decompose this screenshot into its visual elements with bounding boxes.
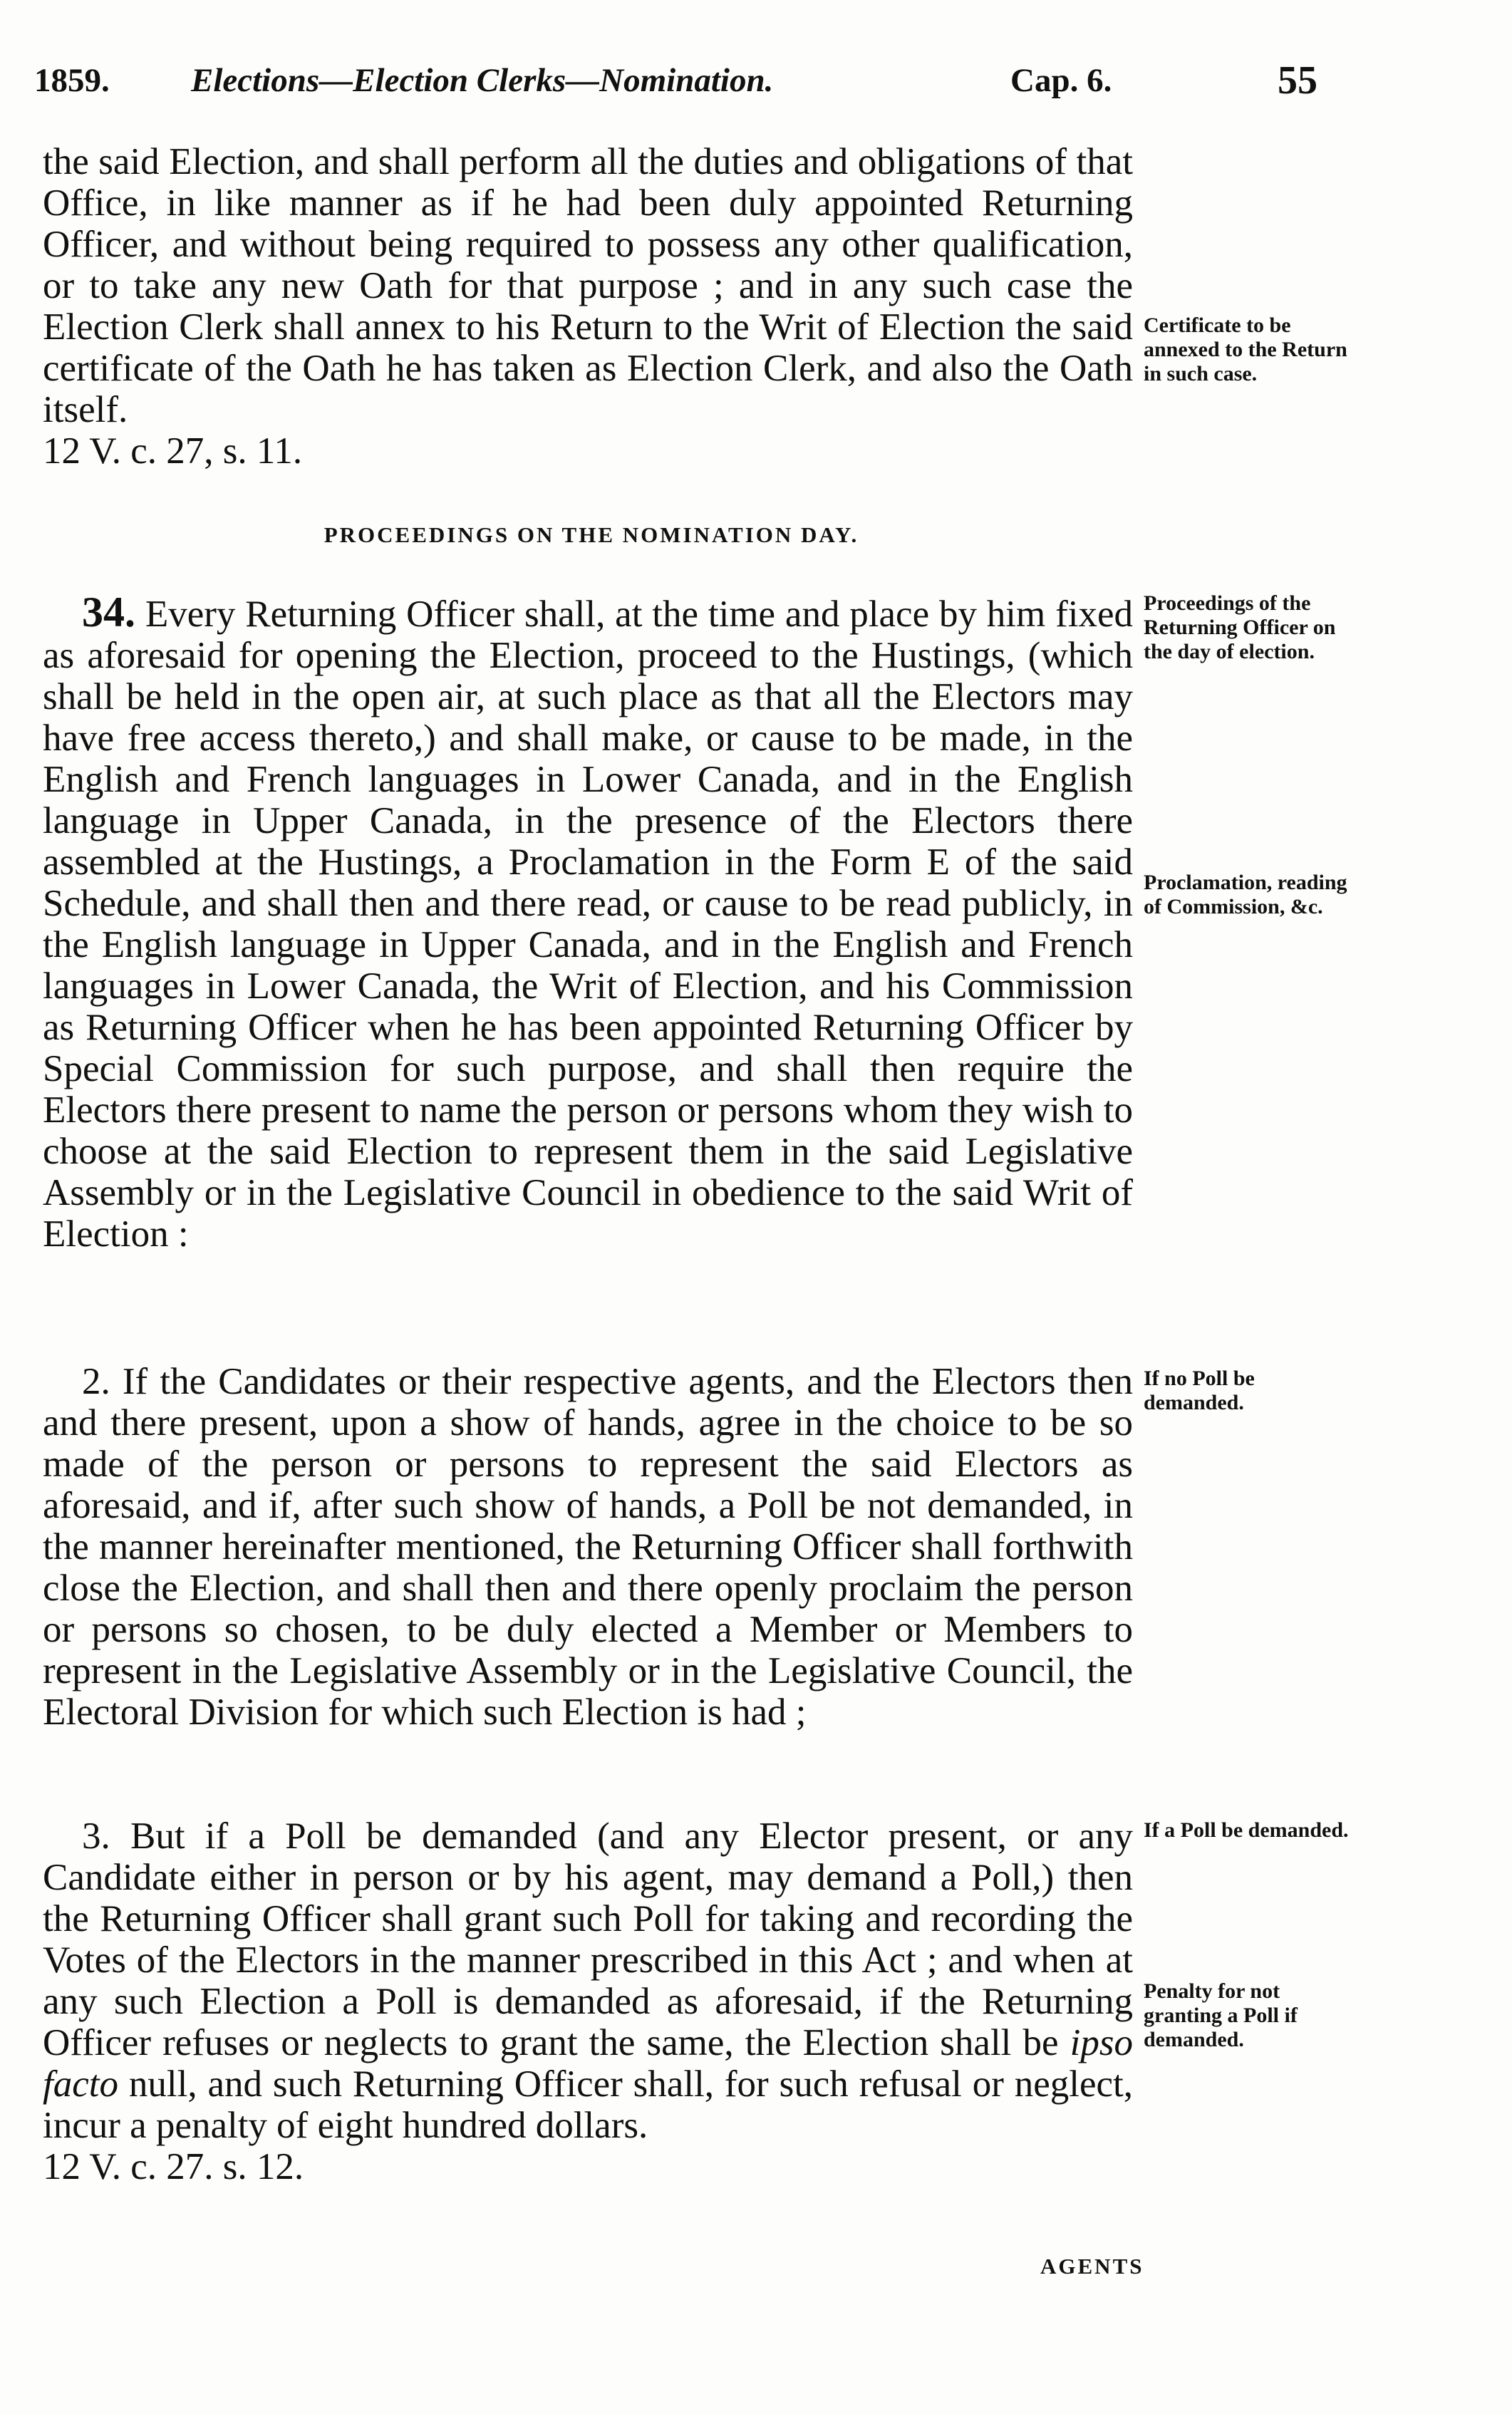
running-head-year: 1859.: [34, 62, 110, 99]
section-34-paragraph: [43, 591, 1133, 1255]
margin-note-poll-demanded: If a Poll be demanded.: [1144, 1818, 1349, 1842]
continuation-paragraph: the said Election, and shall perform all the duties and obligations of that Office, in like manner as if he had been duly appointed Returning Officer, and without being required to possess any other qualification, or to take any new Oath for that purpose ; and in any such case the Election Clerk shall annex to his Return to the Writ of Election the said certificate of the Oath he has taken as Election Clerk, and also the Oath itself.: [43, 141, 1133, 430]
running-head-chapter: Cap. 6.: [1010, 62, 1112, 99]
running-head-title: Elections—Election Clerks—Nomination.: [191, 62, 774, 99]
subsection-3-text-after: null, and such Returning Officer shall, for such refusal or neglect, incur a penalty of eight hundred dollars.: [43, 2063, 1133, 2146]
section-34-text: Every Returning Officer shall, at the time and place by him fixed as aforesaid for opening the Election, proceed to the Hustings, (which shall be held in the open air, at such place as that all the Electors may have free access thereto,) and shall make, or cause to be made, in the English and French languages in Lower Canada, and in the English language in Upper Canada, in the presence of the Electors there assembled at the Hustings, a Proclamation in the Form E of the said Schedule, and shall then and there read, or cause to be read publicly, in the English language in Upper Canada, and in the English and French languages in Lower Canada, the Writ of Election, and his Commission as Returning Officer when he has been appointed Returning Officer by Special Commission for such purpose, and shall then require the Electors there present to name the person or persons whom they wish to choose at the said Election to represent them in the said Legislative Assembly or in the Legislative Council in obedience to the said Writ of Election :: [43, 594, 1134, 1255]
continuation-citation: 12 V. c. 27, s. 11.: [43, 430, 303, 472]
section-number: 34.: [82, 589, 135, 636]
section-34: [43, 591, 1133, 1255]
margin-note-penalty: Penalty for not granting a Poll if demanded.: [1144, 1979, 1298, 2051]
subsection-2: [43, 1361, 1133, 1733]
subsection-3-paragraph: [43, 1815, 1133, 2146]
subsection-2-paragraph: 2. If the Candidates or their respective agents, and the Electors then and there present, upon a show of hands, agree in the choice to be so made of the person or persons to represent the said Electors as aforesaid, and if, after such show of hands, a Poll be not demanded, in the manner hereinafter mentioned, the Returning Officer shall forthwith close the Election, and shall then and there openly proclaim the person or persons so chosen, to be duly elected a Member or Members to represent in the Legislative Assembly or in the Legislative Council, the Electoral Division for which such Election is had ;: [43, 1361, 1133, 1733]
margin-note-certificate: Certificate to be annexed to the Return in such case.: [1144, 314, 1347, 385]
margin-note-proclamation: Proclamation, reading of Commission, &c.: [1144, 871, 1347, 918]
margin-note-no-poll: If no Poll be demanded.: [1144, 1367, 1255, 1414]
subsection-3-text-before: 3. But if a Poll be demanded (and any Elector present, or any Candidate either in person or by his agent, may demand a Poll,) then the Returning Officer shall grant such Poll for taking and recording the Votes of the Electors in the manner prescribed in this Act ; and when at any such Election a Poll is demanded as aforesaid, if the Returning Officer refuses or neglects to grant the same, the Election shall be: [43, 1815, 1133, 2063]
margin-note-proceedings: Proceedings of the Returning Officer on the day of election.: [1144, 591, 1336, 663]
continuation-block: [43, 141, 1133, 472]
subsection-3: [43, 1815, 1133, 2187]
page-number: 55: [1278, 58, 1317, 103]
subsection-3-citation: 12 V. c. 27. s. 12.: [43, 2146, 304, 2187]
section-heading: PROCEEDINGS ON THE NOMINATION DAY.: [323, 522, 859, 547]
catchword: AGENTS: [1040, 2254, 1144, 2279]
subsection-3-italic: ipso facto: [43, 2022, 1133, 2105]
running-head: [34, 56, 1317, 105]
